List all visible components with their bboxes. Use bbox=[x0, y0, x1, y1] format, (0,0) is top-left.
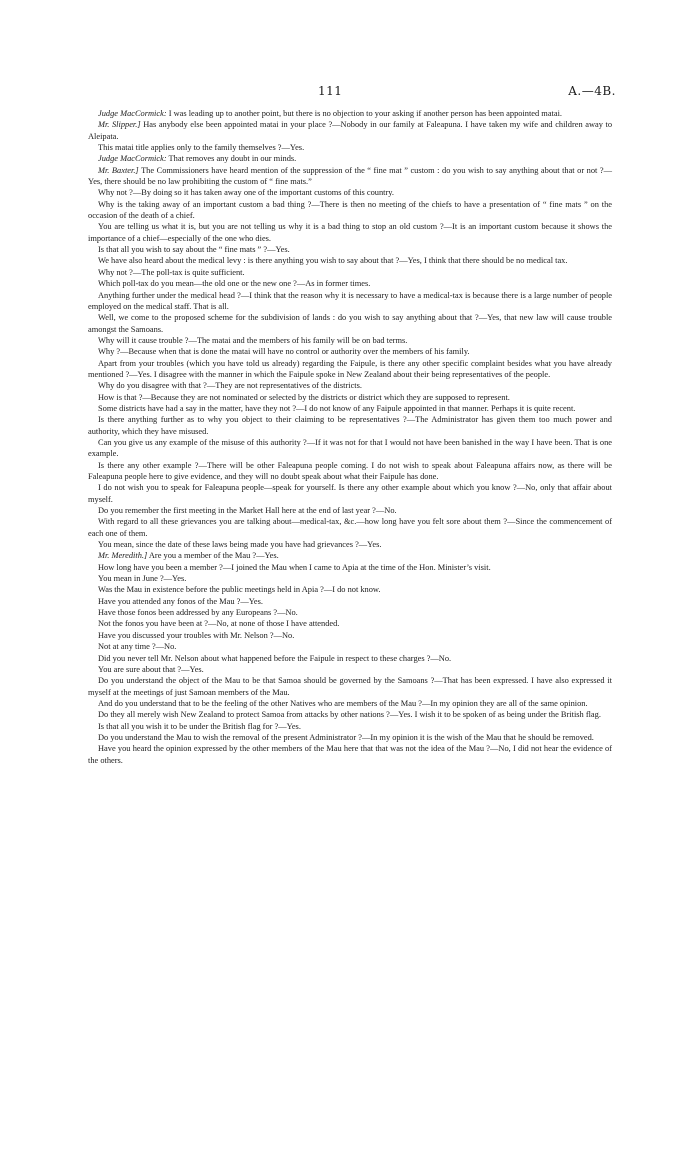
transcript-paragraph bbox=[88, 573, 612, 584]
paragraph-text: Anything further under the medical head ?—I think that the reason why it is necessary to have a medical-tax is because there is a large number of people employed on the medical staff. That is all. bbox=[88, 290, 612, 311]
transcript-paragraph bbox=[88, 653, 612, 664]
transcript-paragraph bbox=[88, 641, 612, 652]
transcript-paragraph bbox=[88, 142, 612, 153]
transcript-paragraph bbox=[88, 380, 612, 391]
speaker-label: Mr. Slipper.] bbox=[98, 120, 141, 130]
transcript-paragraph bbox=[88, 584, 612, 595]
page-number: 111 bbox=[318, 84, 343, 98]
paragraph-text: How is that ?—Because they are not nominated or selected by the districts or district which they are supposed to represent. bbox=[98, 392, 510, 402]
transcript-paragraph bbox=[88, 460, 612, 483]
transcript-paragraph bbox=[88, 709, 612, 720]
transcript-paragraph bbox=[88, 675, 612, 698]
transcript-paragraph bbox=[88, 278, 612, 289]
paragraph-text: Has anybody else been appointed matai in your place ?—Nobody in our family at Faleapuna. I have taken my wife and children away to Aleipata. bbox=[88, 120, 613, 141]
transcript-paragraph bbox=[88, 482, 612, 505]
transcript-paragraph bbox=[88, 165, 612, 188]
transcript-paragraph bbox=[88, 290, 612, 313]
paragraph-text: The Commissioners have heard mention of the suppression of the “ fine mat ” custom : do you wish to say anything about that or not ?—Yes, there should be no law prohibiting the custom of “ fine mats.” bbox=[88, 165, 612, 187]
paragraph-text: You mean in June ?—Yes. bbox=[98, 574, 187, 584]
paragraph-text: Are you a member of the Mau ?—Yes. bbox=[147, 551, 279, 561]
paragraph-text: You mean, since the date of these laws being made you have had grievances ?—Yes. bbox=[98, 540, 382, 550]
transcript-paragraph bbox=[88, 187, 612, 198]
paragraph-text: How long have you been a member ?—I joined the Mau when I came to Apia at the time of the Hon. Minister’s visit. bbox=[98, 562, 491, 572]
paragraph-text: I was leading up to another point, but there is no objection to your asking if another person has been appointed matai. bbox=[166, 109, 562, 118]
speaker-label: Mr. Meredith.] bbox=[98, 551, 148, 561]
transcript-paragraph bbox=[88, 505, 612, 516]
transcript-paragraph bbox=[88, 618, 612, 629]
paragraph-text: Is that all you wish to say about the “ fine mats ” ?—Yes. bbox=[98, 245, 290, 255]
paragraph-text: Do you understand the Mau to wish the removal of the present Administrator ?—In my opinion it is the wish of the Mau that he should be removed. bbox=[98, 732, 594, 742]
transcript-paragraph bbox=[88, 607, 612, 618]
transcript-paragraph bbox=[88, 358, 612, 381]
speaker-label: Judge MacCormick: bbox=[98, 109, 167, 118]
transcript-paragraph bbox=[88, 119, 612, 142]
transcript-paragraph bbox=[88, 267, 612, 278]
transcript-paragraph bbox=[88, 153, 612, 164]
transcript-paragraph bbox=[88, 221, 612, 244]
transcript-paragraph bbox=[88, 255, 612, 266]
paragraph-text: Have you attended any fonos of the Mau ?—Yes. bbox=[98, 596, 263, 606]
page-header bbox=[0, 84, 700, 102]
paragraph-text: Is there anything further as to why you object to their claiming to be representatives ?—The Administrator has given them too much power and authority, which they have misused. bbox=[88, 415, 612, 436]
paragraph-text: Can you give us any example of the misuse of this authority ?—If it was not for that I would not have been banished in the way I have been. That is one example. bbox=[88, 437, 612, 459]
paragraph-text: Apart from your troubles (which you have told us already) regarding the Faipule, is there any other specific complaint besides what you have already mentioned ?—Yes. I disagree with the manner in which the Faipule spoke in New Zealand about their being representatives of the people. bbox=[88, 358, 612, 379]
paragraph-text: I do not wish you to speak for Faleapuna people—speak for yourself. Is there any other example about which you know ?—No, only that affair about myself. bbox=[88, 483, 612, 504]
paragraph-text: You are telling us what it is, but you are not telling us why it is a bad thing to stop an old custom ?—It is an important custom because it shows the importance of a chief—especially of the one who dies. bbox=[88, 222, 612, 243]
speaker-label: Judge MacCormick: bbox=[98, 154, 167, 164]
paragraph-text: You are sure about that ?—Yes. bbox=[98, 664, 204, 674]
transcript-paragraph bbox=[88, 721, 612, 732]
paragraph-text: Not at any time ?—No. bbox=[98, 642, 177, 652]
transcript-paragraph bbox=[88, 346, 612, 357]
paragraph-text: Do you understand the object of the Mau to be that Samoa should be governed by the Samoans ?—That has been expressed. I have also expressed it myself at the meetings of just Samoan members of the Mau. bbox=[88, 676, 612, 697]
paragraph-text: Not the fonos you have been at ?—No, at none of those I have attended. bbox=[98, 619, 340, 629]
paragraph-text: And do you understand that to be the feeling of the other Natives who are members of the Mau ?—In my opinion they are all of the same opinion. bbox=[98, 698, 588, 708]
paragraph-text: Why not ?—By doing so it has taken away one of the important customs of this country. bbox=[98, 188, 395, 198]
paragraph-text: Do they all merely wish New Zealand to protect Samoa from attacks by other nations ?—Yes. I wish it to be spoken of as being under the British flag. bbox=[98, 710, 601, 720]
transcript-paragraph bbox=[88, 392, 612, 403]
paragraph-text: Which poll-tax do you mean—the old one or the new one ?—As in former times. bbox=[98, 279, 371, 289]
transcript-paragraph bbox=[88, 550, 612, 561]
transcript-paragraph bbox=[88, 630, 612, 641]
transcript-paragraph bbox=[88, 244, 612, 255]
document-reference: A.—4B. bbox=[568, 84, 616, 98]
paragraph-text: Some districts have had a say in the matter, have they not ?—I do not know of any Faipule appointed in that manner. Perhaps it is quite recent. bbox=[98, 403, 576, 413]
transcript-paragraph bbox=[88, 539, 612, 550]
transcript-paragraph bbox=[88, 664, 612, 675]
paragraph-text: Why will it cause trouble ?—The matai and the members of his family will be on bad terms. bbox=[98, 335, 408, 345]
transcript-paragraph bbox=[88, 698, 612, 709]
transcript-paragraph bbox=[88, 108, 612, 119]
paragraph-text: Do you remember the first meeting in the Market Hall here at the end of last year ?—No. bbox=[98, 506, 397, 516]
paragraph-text: Have you discussed your troubles with Mr. Nelson ?—No. bbox=[98, 630, 295, 640]
paragraph-text: Why ?—Because when that is done the matai will have no control or authority over the members of his family. bbox=[98, 347, 470, 357]
transcript-paragraph bbox=[88, 437, 612, 460]
paragraph-text: With regard to all these grievances you are talking about—medical-tax, &c.—how long have you felt sore about them ?—Since the commencement of each one of them. bbox=[88, 517, 612, 538]
paragraph-text: Have you heard the opinion expressed by the other members of the Mau here that that was not the idea of the Mau ?—No, I did not hear the evidence of the others. bbox=[88, 744, 612, 765]
paragraph-text: Why is the taking away of an important custom a bad thing ?—There is then no meeting of the chiefs to have a presentation of “ fine mats ” on the occasion of the death of a chief. bbox=[88, 199, 612, 221]
transcript-paragraph bbox=[88, 743, 612, 766]
transcript-paragraph bbox=[88, 732, 612, 743]
transcript-paragraph bbox=[88, 403, 612, 414]
paragraph-text: Well, we come to the proposed scheme for the subdivision of lands : do you wish to say anything about that ?—Yes, that new law will cause trouble amongst the Samoans. bbox=[88, 313, 612, 334]
paragraph-text: Have those fonos been addressed by any Europeans ?—No. bbox=[98, 608, 298, 618]
paragraph-text: This matai title applies only to the family themselves ?—Yes. bbox=[98, 143, 305, 153]
transcript-paragraph bbox=[88, 312, 612, 335]
transcript-paragraph bbox=[88, 414, 612, 437]
transcript-paragraph bbox=[88, 199, 612, 222]
paragraph-text: Was the Mau in existence before the public meetings held in Apia ?—I do not know. bbox=[98, 585, 381, 595]
transcript-paragraph bbox=[88, 335, 612, 346]
speaker-label: Mr. Baxter.] bbox=[98, 165, 139, 175]
paragraph-text: We have also heard about the medical levy : is there anything you wish to say about that ?—Yes, I think that there should be no medical tax. bbox=[98, 256, 568, 266]
transcript-body bbox=[88, 108, 612, 766]
paragraph-text: Why not ?—The poll-tax is quite sufficient. bbox=[98, 267, 245, 277]
paragraph-text: Why do you disagree with that ?—They are not representatives of the districts. bbox=[98, 381, 362, 391]
paragraph-text: Is there any other example ?—There will be other Faleapuna people coming. I do not wish to speak about Faleapuna affairs now, as there will be Faleapuna people here to give evidence, and they will no doubt speak about what their Faipule has done. bbox=[88, 460, 612, 481]
transcript-paragraph bbox=[88, 516, 612, 539]
paragraph-text: That removes any doubt in our minds. bbox=[166, 154, 297, 164]
paragraph-text: Did you never tell Mr. Nelson about what happened before the Faipule in respect to these charges ?—No. bbox=[98, 653, 452, 663]
transcript-paragraph bbox=[88, 596, 612, 607]
paragraph-text: Is that all you wish it to be under the British flag for ?—Yes. bbox=[98, 721, 301, 731]
transcript-paragraph bbox=[88, 562, 612, 573]
